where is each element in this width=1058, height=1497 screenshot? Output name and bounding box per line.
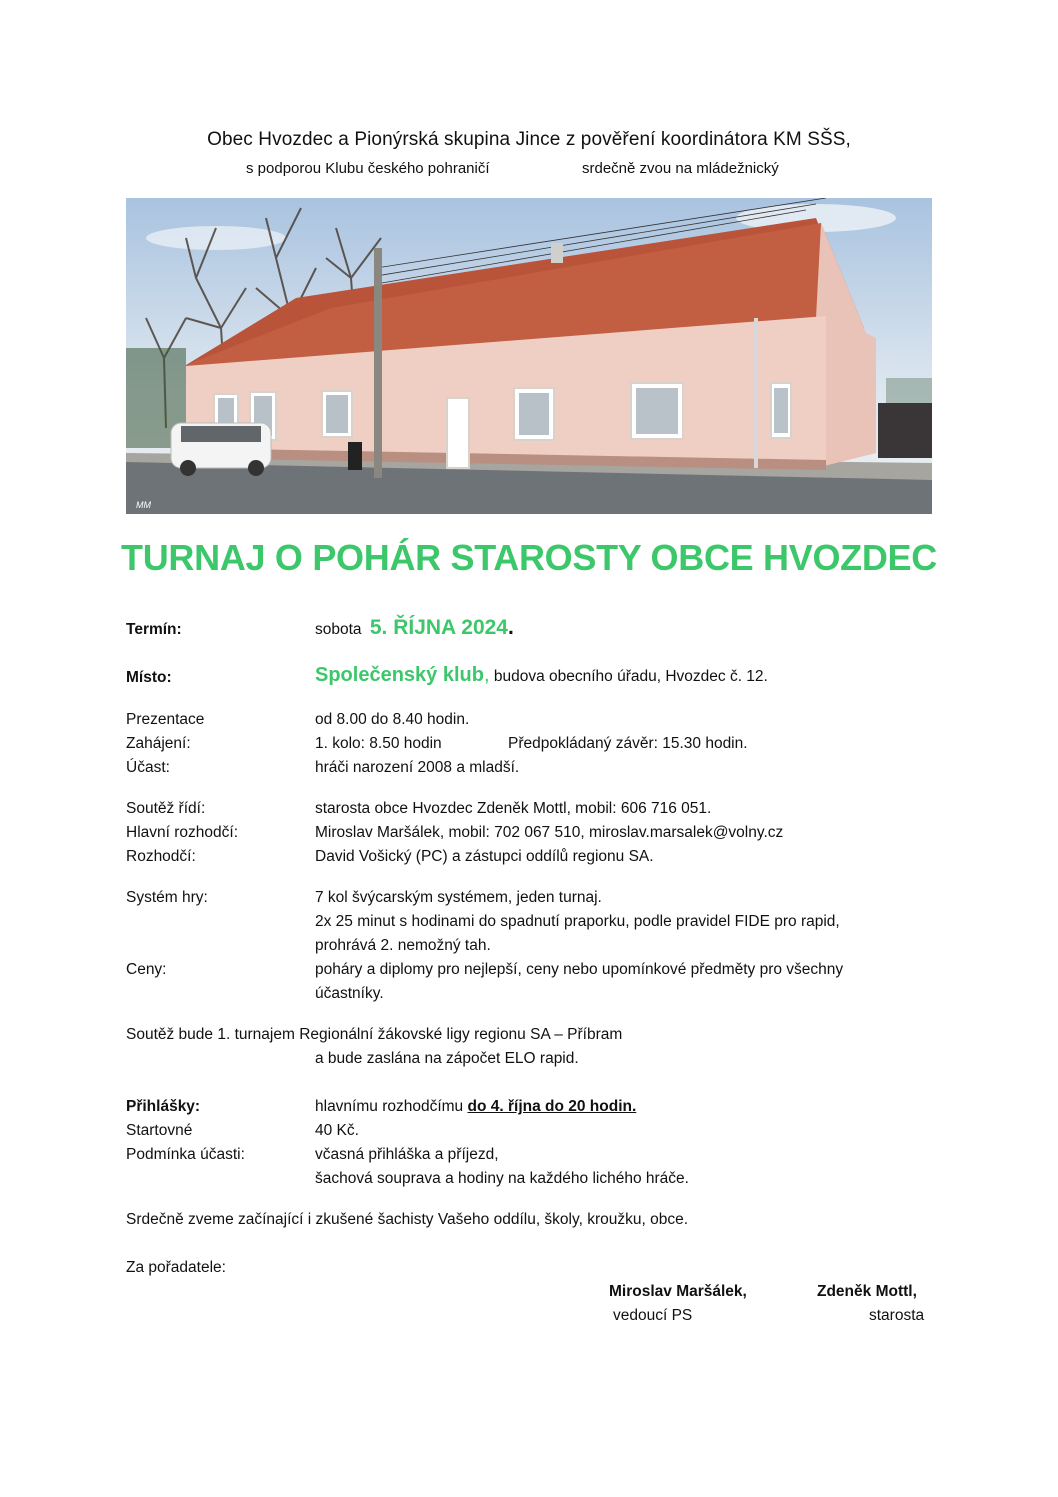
value-zahajeni: 1. kolo: 8.50 hodin [315, 735, 442, 752]
label-system: Systém hry: [126, 889, 208, 906]
value-prezentace: od 8.00 do 8.40 hodin. [315, 711, 470, 728]
value-ucast: hráči narození 2008 a mladší. [315, 759, 520, 776]
header-support: s podporou Klubu českého pohraničí [246, 160, 490, 177]
value-startovne: 40 Kč. [315, 1122, 359, 1139]
value-system-line2: 2x 25 minut s hodinami do spadnutí praporku, podle pravidel FIDE pro rapid, [315, 913, 840, 930]
value-termin [315, 616, 514, 640]
label-prihlasky: Přihlášky: [126, 1098, 201, 1115]
termin-date: 5. ŘÍJNA 2024 [369, 616, 508, 639]
invitation-text: Srdečně zveme začínající i zkušené šachisty Vašeho oddílu, školy, kroužku, obce. [126, 1211, 689, 1228]
termin-period: . [508, 616, 514, 639]
venue-name: Společenský klub [315, 664, 484, 686]
value-soutez-ridi: starosta obce Hvozdec Zdeněk Mottl, mobil: 606 716 051. [315, 800, 712, 817]
signature-intro: Za pořadatele: [126, 1259, 226, 1276]
label-ucast: Účast: [126, 759, 170, 776]
building-photo [126, 198, 932, 514]
header-organizers: Obec Hvozdec a Pionýrská skupina Jince z pověření koordinátora KM SŠS, [207, 129, 851, 150]
label-prezentace: Prezentace [126, 711, 205, 728]
value-misto [315, 664, 768, 687]
signature-name-1: Miroslav Maršálek, [609, 1283, 747, 1300]
label-rozhodci: Rozhodčí: [126, 848, 196, 865]
label-termin: Termín: [126, 621, 182, 638]
value-ceny-line2: účastníky. [315, 985, 384, 1002]
termin-day: sobota [315, 621, 362, 638]
value-podminka-line2: šachová souprava a hodiny na každého lichého hráče. [315, 1170, 689, 1187]
prihlasky-recipient: hlavnímu rozhodčímu [315, 1098, 468, 1115]
value-ceny-line1: poháry a diplomy pro nejlepší, ceny nebo upomínkové předměty pro všechny [315, 961, 844, 978]
label-misto: Místo: [126, 669, 172, 686]
label-startovne: Startovné [126, 1122, 193, 1139]
venue-comma: , [483, 664, 490, 686]
header-invitation: srdečně zvou na mládežnický [582, 160, 779, 177]
value-rozhodci: David Vošický (PC) a zástupci oddílů regionu SA. [315, 848, 654, 865]
value-zaver: Předpokládaný závěr: 15.30 hodin. [508, 735, 748, 752]
value-podminka-line1: včasná přihláška a příjezd, [315, 1146, 499, 1163]
value-prihlasky [315, 1098, 636, 1116]
value-system-line1: 7 kol švýcarským systémem, jeden turnaj. [315, 889, 602, 906]
tournament-title: TURNAJ O POHÁR STAROSTY OBCE HVOZDEC [121, 537, 937, 578]
signature-role-2: starosta [869, 1307, 925, 1324]
label-zahajeni: Zahájení: [126, 735, 191, 752]
label-ceny: Ceny: [126, 961, 167, 978]
league-note-line2: a bude zaslána na zápočet ELO rapid. [315, 1050, 579, 1067]
signature-name-2: Zdeněk Mottl, [817, 1283, 917, 1300]
value-hlavni-rozhodci: Miroslav Maršálek, mobil: 702 067 510, miroslav.marsalek@volny.cz [315, 824, 784, 841]
label-podminka: Podmínka účasti: [126, 1146, 245, 1163]
label-soutez-ridi: Soutěž řídí: [126, 800, 206, 817]
signature-role-1: vedoucí PS [613, 1307, 693, 1324]
value-system-line3: prohrává 2. nemožný tah. [315, 937, 491, 954]
photo-watermark: MM [136, 500, 151, 510]
building-illustration [126, 198, 932, 514]
label-hlavni-rozhodci: Hlavní rozhodčí: [126, 824, 238, 841]
league-note-line1: Soutěž bude 1. turnajem Regionální žákovské ligy regionu SA – Příbram [126, 1026, 623, 1043]
prihlasky-deadline: do 4. října do 20 hodin. [467, 1098, 637, 1115]
venue-address: budova obecního úřadu, Hvozdec č. 12. [489, 668, 768, 685]
